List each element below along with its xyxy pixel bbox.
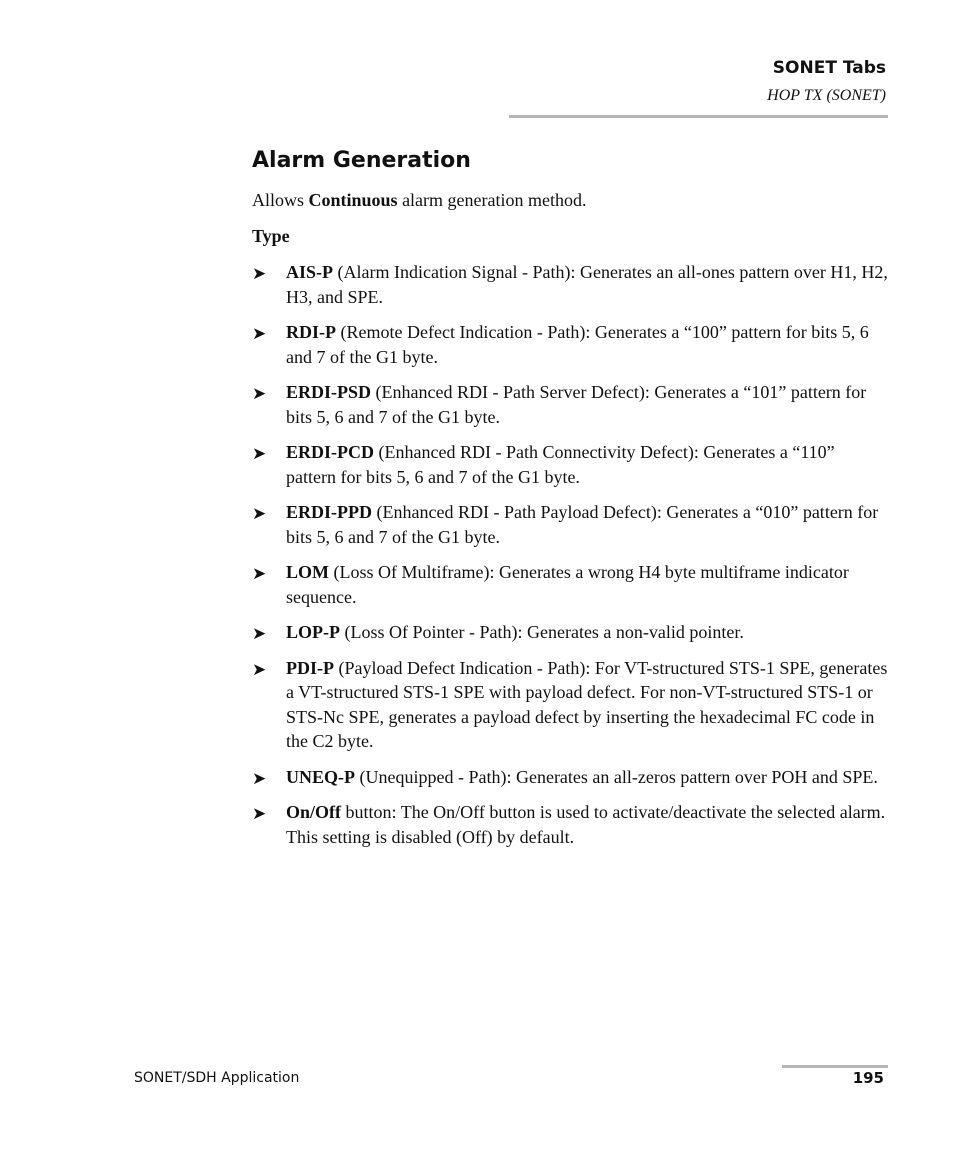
page-number: 195 [852, 1069, 884, 1087]
alarm-term: ERDI-PCD [286, 442, 374, 462]
alarm-term: LOP-P [286, 622, 340, 642]
alarm-term: ERDI-PPD [286, 502, 372, 522]
alarm-term: On/Off [286, 802, 342, 822]
alarm-term: ERDI-PSD [286, 382, 372, 402]
list-item [252, 800, 888, 849]
intro-suffix: alarm generation method. [397, 190, 587, 210]
bullet-arrow-icon: ➤ [252, 504, 267, 524]
list-item [252, 656, 888, 754]
alarm-description: (Enhanced RDI - Path Payload Defect): Generates a “010” pattern for bits 5, 6 and 7 of the G1 byte. [286, 502, 879, 547]
list-item [252, 380, 888, 429]
intro-bold: Continuous [308, 190, 398, 210]
header-section-title: SONET Tabs [772, 58, 886, 78]
alarm-term: UNEQ-P [286, 766, 355, 787]
bullet-arrow-icon: ➤ [252, 624, 267, 644]
alarm-description: (Loss Of Multiframe): Generates a wrong H4 byte multiframe indicator sequence. [286, 562, 849, 607]
type-heading: Type [252, 226, 290, 246]
list-item [252, 320, 888, 369]
footer-document-title: SONET/SDH Application [134, 1070, 300, 1086]
alarm-description: button: The On/Off button is used to activate/deactivate the selected alarm. This setting is disabled (Off) by default. [286, 802, 886, 847]
list-item [252, 260, 888, 309]
list-item [252, 765, 888, 790]
alarm-term: AIS-P [286, 262, 334, 282]
alarm-description: (Alarm Indication Signal - Path): Generates an all-ones pattern over H1, H2, H3, and SPE. [286, 262, 888, 307]
intro-paragraph [252, 188, 888, 213]
bullet-arrow-icon: ➤ [252, 324, 267, 344]
bullet-arrow-icon: ➤ [252, 804, 267, 824]
list-item [252, 500, 888, 549]
header-divider [509, 115, 888, 118]
bullet-arrow-icon: ➤ [252, 384, 267, 404]
bullet-arrow-icon: ➤ [252, 444, 267, 464]
bullet-arrow-icon: ➤ [252, 564, 267, 584]
alarm-description: (Remote Defect Indication - Path): Generates a “100” pattern for bits 5, 6 and 7 of the G1 byte. [286, 322, 869, 367]
list-item [252, 440, 888, 489]
list-item [252, 620, 888, 645]
header-subsection-title: HOP TX (SONET) [767, 87, 886, 104]
section-title: Alarm Generation [252, 148, 471, 173]
alarm-term: PDI-P [286, 657, 334, 678]
bullet-arrow-icon: ➤ [252, 264, 267, 284]
alarm-description: (Enhanced RDI - Path Connectivity Defect): Generates a “110” pattern for bits 5, 6 and 7 of the G1 byte. [286, 442, 835, 487]
footer-divider [782, 1065, 888, 1068]
alarm-term: RDI-P [286, 322, 336, 342]
alarm-type-list [252, 260, 888, 849]
bullet-arrow-icon: ➤ [252, 768, 267, 789]
main-content [252, 146, 888, 860]
running-header [767, 57, 886, 107]
alarm-term: LOM [286, 562, 329, 582]
bullet-arrow-icon: ➤ [252, 659, 267, 680]
alarm-description: (Unequipped - Path): Generates an all-zeros pattern over POH and SPE. [355, 766, 878, 787]
alarm-description: (Payload Defect Indication - Path): For VT-structured STS-1 SPE, generates a VT-structured STS-1 SPE with payload defect. For non-VT-structured STS-1 or STS-Nc SPE, generates a payload defect by inserting the hexadecimal FC code in the C2 byte. [286, 657, 888, 751]
alarm-description: (Loss Of Pointer - Path): Generates a non-valid pointer. [340, 622, 744, 642]
list-item [252, 560, 888, 609]
alarm-description: (Enhanced RDI - Path Server Defect): Generates a “101” pattern for bits 5, 6 and 7 of the G1 byte. [286, 382, 867, 427]
intro-prefix: Allows [252, 190, 309, 210]
